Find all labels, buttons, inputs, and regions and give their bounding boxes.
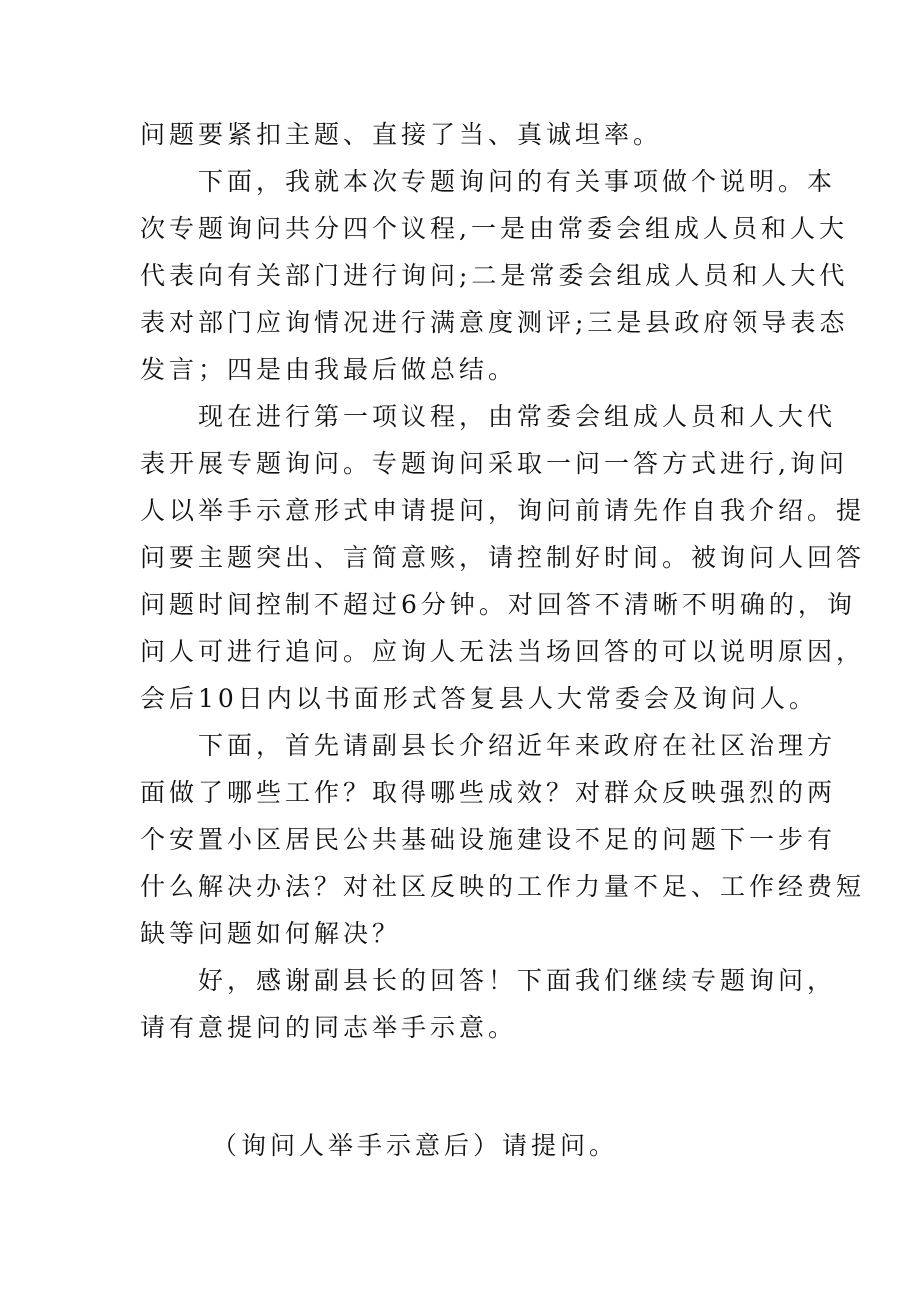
document-body xyxy=(140,111,866,1169)
paragraph-vice-mayor-questions xyxy=(140,722,866,957)
text-line: 代表向有关部门进行询问;二是常委会组成人员和人大代 xyxy=(140,261,849,290)
text-line: 什么解决办法？对社区反映的工作力量不足、工作经费短 xyxy=(140,872,866,901)
paragraph-intro-tail xyxy=(140,111,795,158)
text-line: 面做了哪些工作？取得哪些成效？对群众反映强烈的两 xyxy=(140,778,837,807)
text-line: 人以举手示意形式申请提问，询问前请先作自我介绍。提 xyxy=(140,496,866,525)
paragraph-first-agenda-item xyxy=(140,393,866,722)
text-line: 次专题询问共分四个议程,一是由常委会组成人员和人大 xyxy=(140,214,848,243)
text-line: 表对部门应询情况进行满意度测评;三是县政府领导表态 xyxy=(140,308,849,337)
text-line: 会后10日内以书面形式答复县人大常委会及询问人。 xyxy=(140,684,818,713)
text-line: 请有意提问的同志举手示意。 xyxy=(140,1013,518,1042)
text-line: 个安置小区居民公共基础设施建设不足的问题下一步有 xyxy=(140,825,837,854)
closing-line: （询问人举手示意后）请提问。 xyxy=(212,1131,619,1160)
text-line: 缺等问题如何解决？ xyxy=(140,919,402,948)
text-line: 现在进行第一项议程，由常委会组成人员和人大代 xyxy=(198,402,837,431)
paragraph-closing xyxy=(140,1122,795,1169)
text-line: 问题时间控制不超过6分钟。对回答不清晰不明确的，询 xyxy=(140,590,856,619)
text-line: 问人可进行追问。应询人无法当场回答的可以说明原因， xyxy=(140,637,866,666)
text-line: 下面，首先请副县长介绍近年来政府在社区治理方 xyxy=(198,731,837,760)
text-line: 下面，我就本次专题询问的有关事项做个说明。本 xyxy=(198,167,837,196)
text-line: 发言；四是由我最后做总结。 xyxy=(140,355,518,384)
text-line: 问要主题突出、言简意赅，请控制好时间。被询问人回答 xyxy=(140,543,866,572)
text-line: 问题要紧扣主题、直接了当、真诚坦率。 xyxy=(140,120,663,149)
paragraph-thanks xyxy=(140,957,837,1051)
text-line: 表开展专题询问。专题询问采取一问一答方式进行,询问 xyxy=(140,449,848,478)
paragraph-agenda-explanation xyxy=(140,158,849,393)
text-line: 好，感谢副县长的回答！下面我们继续专题询问， xyxy=(198,966,837,995)
